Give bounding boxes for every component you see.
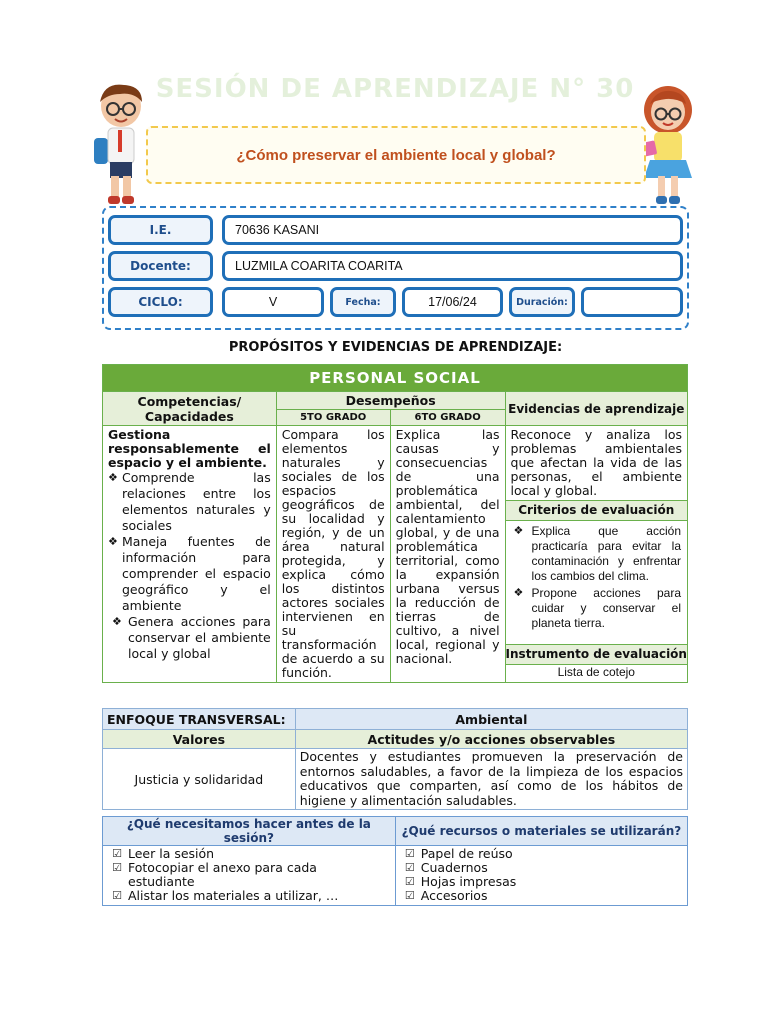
criterio-item: ❖ Propone acciones para cuidar y conservar el planeta tierra. — [513, 586, 681, 631]
resources-header: ¿Qué recursos o materiales se utilizarán? — [395, 817, 687, 846]
list-item: ☑ Accesorios — [399, 889, 687, 903]
duracion-label: Duración: — [509, 287, 575, 317]
enfoque-value: Ambiental — [295, 709, 687, 730]
diamond-bullet-icon: ❖ — [108, 471, 118, 484]
checkbox-icon: ☑ — [112, 889, 122, 902]
actitudes-header: Actitudes y/o acciones observables — [295, 730, 687, 749]
competencia-text: Gestiona responsablemente el espacio y el ambiente. — [108, 427, 271, 470]
docente-label: Docente: — [108, 251, 213, 281]
fecha-label: Fecha: — [330, 287, 396, 317]
capacidad-item: ❖ Maneja fuentes de información para comprender el espacio geográfico y el ambiente — [108, 534, 271, 613]
diamond-bullet-icon: ❖ — [513, 525, 524, 538]
checkbox-icon: ☑ — [404, 861, 415, 874]
fecha-value: 17/06/24 — [402, 287, 503, 317]
criterios-title: Criterios de evaluación — [505, 501, 687, 521]
session-question-text: ¿Cómo preservar el ambiente local y global? — [236, 146, 556, 164]
capacidad-item: ❖ Comprende las relaciones entre los elementos naturales y sociales — [108, 470, 271, 533]
resources-list — [395, 846, 687, 906]
page-title: SESIÓN DE APRENDIZAJE N° 30 — [155, 74, 635, 104]
actitud-cell: Docentes y estudiantes promueven la preservación de entornos saludables, a favor de la limpieza de los espacios educativos que comparten, así como de los hábitos de higiene y alimentación saludables. — [295, 749, 687, 810]
purposes-heading: PROPÓSITOS Y EVIDENCIAS DE APRENDIZAJE: — [228, 340, 563, 355]
ciclo-label: CICLO: — [108, 287, 213, 317]
before-session-header: ¿Qué necesitamos hacer antes de la sesión? — [103, 817, 396, 846]
capacidad-item: ❖ Genera acciones para conservar el ambiente local y global — [112, 614, 271, 661]
grade-6-header: 6TO GRADO — [390, 410, 505, 426]
checkbox-icon: ☑ — [112, 847, 122, 860]
list-item: ☑ Fotocopiar el anexo para cada estudiante — [106, 861, 395, 889]
desempeno-5-cell: Compara los elementos naturales y sociales de los espacios geográficos de su localidad y región, y de un área natural protegida, y explica cómo los distintos actores sociales intervienen en su transformación de acuerdo a su función. — [276, 426, 390, 683]
list-item: ☑ Hojas impresas — [399, 875, 687, 889]
list-item: ☑ Alistar los materiales a utilizar, … — [106, 889, 395, 903]
list-item: ☑ Papel de reúso — [399, 847, 687, 861]
instrumento-value: Lista de cotejo — [505, 665, 687, 683]
criterio-item: ❖ Explica que acción practicaría para evitar la contaminación y enfrentar los cambios del clima. — [513, 524, 681, 584]
valor-cell: Justicia y solidaridad — [103, 749, 296, 810]
checkbox-icon: ☑ — [404, 889, 415, 902]
diamond-bullet-icon: ❖ — [108, 535, 118, 548]
evidencia-cell: Reconoce y analiza los problemas ambientales que afectan la vida de las personas, el ambiente local y global. — [505, 426, 687, 501]
enfoque-label: ENFOQUE TRANSVERSAL: — [103, 709, 296, 730]
instrumento-title: Instrumento de evaluación — [505, 644, 687, 664]
diamond-bullet-icon: ❖ — [513, 587, 524, 600]
evidencias-header: Evidencias de aprendizaje — [505, 392, 687, 426]
competencias-cell — [103, 426, 277, 683]
diamond-bullet-icon: ❖ — [112, 615, 122, 628]
list-item: ☑ Leer la sesión — [106, 847, 395, 861]
enfoque-table — [102, 708, 688, 810]
checkbox-icon: ☑ — [112, 861, 122, 874]
boy-student-illustration — [90, 82, 150, 206]
preparation-table — [102, 816, 688, 906]
checkbox-icon: ☑ — [404, 847, 415, 860]
before-session-list — [103, 846, 396, 906]
duracion-value — [581, 287, 683, 317]
competencias-header: Competencias/ Capacidades — [103, 392, 277, 426]
list-item: ☑ Cuadernos — [399, 861, 687, 875]
ie-value: 70636 KASANI — [222, 215, 683, 245]
desempeno-6-cell: Explica las causas y consecuencias de una problemática ambiental, del calentamiento global, y de una problemática territorial, como la expansión urbana versus la reducción de tierras de cultivo, a nivel local, regional y nacional. — [390, 426, 505, 683]
area-title: PERSONAL SOCIAL — [103, 365, 688, 392]
session-question — [146, 126, 646, 184]
purposes-table — [102, 364, 688, 683]
ciclo-value: V — [222, 287, 324, 317]
checkbox-icon: ☑ — [404, 875, 415, 888]
criterios-cell — [505, 521, 687, 644]
valores-header: Valores — [103, 730, 296, 749]
desempenos-header: Desempeños — [276, 392, 505, 410]
ie-label: I.E. — [108, 215, 213, 245]
grade-5-header: 5TO GRADO — [276, 410, 390, 426]
docente-value: LUZMILA COARITA COARITA — [222, 251, 683, 281]
